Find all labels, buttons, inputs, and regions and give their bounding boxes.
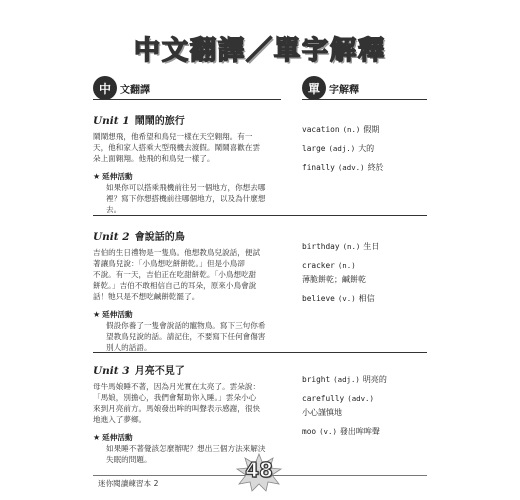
extension-label: 延伸活動 — [102, 172, 133, 181]
translation-section-header — [93, 76, 281, 100]
unit-divider — [93, 215, 427, 216]
vocab-entry — [302, 241, 432, 252]
unit-3-vocabulary — [302, 374, 432, 445]
extension-activity — [93, 309, 281, 353]
vocab-meaning: 相信 — [358, 294, 375, 303]
vocab-entry — [302, 374, 432, 385]
passage-line: 鬧鬧想飛，他希望和鳥兒一樣在天空翱翔。有一 — [93, 132, 253, 141]
vocab-part-of-speech: (adv.) — [337, 163, 365, 172]
unit-1-vocabulary — [302, 124, 432, 181]
unit-title — [93, 112, 281, 127]
vocab-meaning: 薄脆餅乾；鹹餅乾 — [302, 275, 366, 284]
passage-line: 餅乾。」吉伯不敢相信自己的耳朵，原來小鳥會說 — [93, 281, 257, 290]
unit-passage — [93, 381, 281, 425]
vocab-part-of-speech: (n.) — [342, 125, 361, 134]
vocab-entry-continued — [302, 407, 432, 418]
vocab-word: bright — [302, 375, 331, 384]
passage-line: 不說。有一天，吉伯正在吃甜餅乾。「小鳥想吃甜 — [93, 270, 257, 279]
vocabulary-section-label: 字解釋 — [329, 84, 359, 96]
vocab-entry — [302, 426, 432, 437]
unit-2-vocabulary — [302, 241, 432, 312]
vocab-part-of-speech: (n.) — [342, 242, 361, 251]
unit-title — [93, 228, 281, 243]
passage-line: 地進入了夢鄉。 — [93, 415, 147, 424]
unit-number: Unit 1 — [93, 115, 130, 127]
vocab-word: believe — [302, 294, 335, 303]
unit-1-block — [93, 112, 281, 215]
extension-heading — [93, 432, 281, 443]
vocab-word: vacation — [302, 125, 340, 134]
extension-line: 去。 — [106, 205, 122, 214]
vocab-part-of-speech: (adj.) — [328, 144, 356, 153]
extension-line: 如果你可以搭乘飛機前往另一個地方，你想去哪 — [106, 183, 266, 192]
extension-text — [93, 182, 281, 215]
vocab-entry — [302, 124, 432, 135]
vocab-entry — [302, 293, 432, 304]
vocabulary-header-rule — [302, 99, 427, 100]
page-title: 中文翻譯／單字解釋 — [133, 36, 386, 66]
footer-book-title: 迷你閱讀練習本 2 — [98, 479, 159, 488]
passage-line: 「馬娘，別擔心，我們會幫助你入睡。」雲朵小心 — [93, 393, 257, 402]
vocab-meaning: 終於 — [367, 163, 384, 172]
vocab-meaning: 明亮的 — [362, 375, 387, 384]
star-icon: ★ — [93, 433, 101, 442]
passage-line: 朵上面翱翔。他飛的和鳥兒一樣了。 — [93, 154, 215, 163]
extension-activity — [93, 171, 281, 215]
unit-2-block — [93, 228, 281, 353]
passage-line: 著讓鳥兒說：「小鳥想吃餅餅乾。」但是小鳥卻 — [93, 259, 245, 268]
extension-text — [93, 320, 281, 353]
vocab-meaning: 假期 — [363, 125, 380, 134]
vocab-part-of-speech: (v.) — [319, 427, 337, 436]
extension-line: 失眠的問題。 — [106, 455, 152, 464]
unit-number: Unit 3 — [93, 365, 130, 377]
page-number-badge — [235, 452, 283, 492]
extension-heading — [93, 171, 281, 182]
vocab-word: large — [302, 144, 326, 153]
extension-label: 延伸活動 — [102, 433, 133, 442]
vocab-part-of-speech: (n.) — [337, 261, 356, 270]
page-number: 48 — [245, 458, 273, 482]
extension-heading — [93, 309, 281, 320]
unit-passage — [93, 131, 281, 164]
vocab-word: finally — [302, 163, 335, 172]
star-icon: ★ — [93, 172, 101, 181]
star-icon: ★ — [93, 310, 101, 319]
unit-3-block — [93, 362, 281, 465]
translation-badge: 中 — [93, 76, 117, 100]
vocabulary-section-header — [302, 76, 427, 100]
unit-name: 鬧鬧的旅行 — [134, 116, 185, 127]
extension-line: 裡？寫下你想搭機前往哪個地方，以及為什麼想 — [106, 194, 266, 203]
vocab-entry — [302, 260, 432, 271]
passage-line: 母牛馬娘睡不著，因為月光實在太亮了。雲朵說： — [93, 382, 261, 391]
vocab-entry — [302, 143, 432, 154]
extension-line: 望教鳥兒說的話。請記住，不要寫下任何會傷害 — [106, 332, 266, 341]
vocab-meaning: 生日 — [363, 242, 380, 251]
vocab-entry — [302, 393, 432, 404]
vocab-meaning: 大的 — [358, 144, 375, 153]
vocab-part-of-speech: (v.) — [337, 294, 356, 303]
unit-number: Unit 2 — [93, 231, 130, 243]
vocab-word: birthday — [302, 242, 340, 251]
vocab-part-of-speech: (adj.) — [333, 375, 360, 384]
vocab-meaning: 發出哞哞聲 — [339, 427, 380, 436]
translation-section-label: 文翻譯 — [120, 84, 150, 96]
passage-line: 話！牠只是不想吃鹹餅乾罷了。 — [93, 292, 200, 301]
vocab-word: carefully — [302, 394, 345, 403]
extension-line: 假設你養了一隻會說話的寵物鳥。寫下三句你希 — [106, 321, 266, 330]
unit-divider — [93, 352, 427, 353]
passage-line: 來到月亮前方。馬娘發出哞的叫聲表示感謝，很快 — [93, 404, 261, 413]
vocab-entry-continued — [302, 274, 432, 285]
unit-title — [93, 362, 281, 377]
translation-header-rule — [93, 99, 281, 100]
vocab-meaning: 小心謹慎地 — [302, 408, 342, 417]
passage-line: 天，他和家人搭乘大型飛機去渡假。鬧鬧喜歡在雲 — [93, 143, 261, 152]
extension-line: 如果睡不著覺該怎麼辦呢？想出三個方法來解決 — [106, 444, 266, 453]
extension-label: 延伸活動 — [102, 310, 133, 319]
unit-passage — [93, 247, 281, 302]
vocab-entry — [302, 162, 432, 173]
extension-line: 別人的話語。 — [106, 343, 152, 352]
vocab-word: cracker — [302, 261, 335, 270]
unit-name: 月亮不見了 — [134, 366, 185, 377]
vocab-part-of-speech: (adv.) — [347, 394, 374, 403]
vocabulary-badge: 單 — [302, 76, 326, 100]
passage-line: 吉伯的生日禮物是一隻鳥。他想教鳥兒說話，便試 — [93, 248, 261, 257]
unit-name: 會說話的鳥 — [134, 232, 185, 243]
vocab-word: moo — [302, 427, 317, 436]
